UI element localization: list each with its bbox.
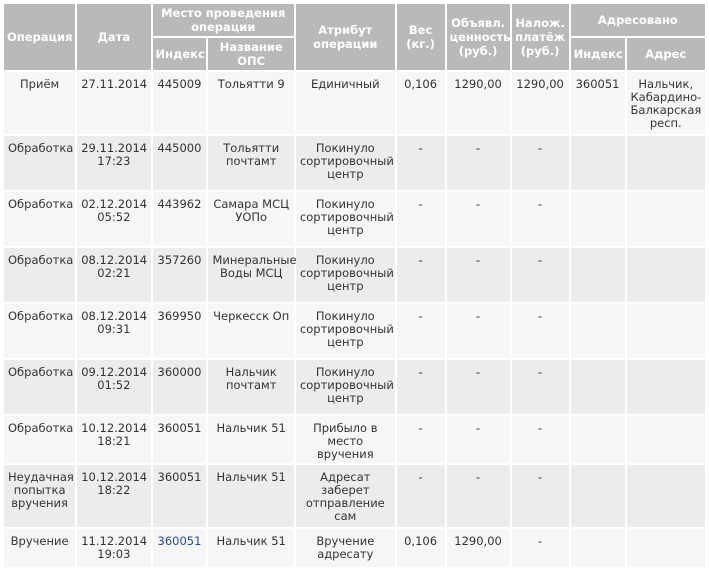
- cell-cod: -: [512, 248, 569, 302]
- cell-addr-index: [571, 465, 625, 527]
- cell-cod: -: [512, 360, 569, 414]
- cell-declared-value: -: [447, 416, 510, 463]
- cell-declared-value: -: [447, 304, 510, 358]
- cell-date-day: 08.12.2014: [81, 253, 148, 267]
- cell-attribute: Покинуло сортировочный центр: [296, 192, 395, 246]
- cell-weight: -: [397, 136, 445, 190]
- cell-cod: -: [512, 465, 569, 527]
- cell-date: [77, 72, 150, 134]
- cell-attribute: Адресат заберет отправление сам: [296, 465, 395, 527]
- tracking-table: [2, 2, 707, 569]
- cell-date: [77, 136, 150, 190]
- cell-attribute: Вручение адресату: [296, 529, 395, 567]
- index-link[interactable]: 360051: [157, 534, 202, 548]
- cell-attribute: Прибыло в место вручения: [296, 416, 395, 463]
- header-place: Место проведения операции: [153, 4, 294, 36]
- cell-ops-name: Самара МСЦ УОПо: [208, 192, 294, 246]
- header-addr-address: Адрес: [627, 38, 705, 70]
- cell-weight: 0,106: [397, 72, 445, 134]
- cell-declared-value: 1290,00: [447, 72, 510, 134]
- table-header: [4, 4, 705, 70]
- cell-date-day: 29.11.2014: [81, 141, 148, 155]
- cell-operation: Вручение: [4, 529, 75, 567]
- cell-addr-address: Нальчик, Кабардино-Балкарская респ.: [627, 72, 705, 134]
- cell-date-day: 02.12.2014: [81, 197, 148, 211]
- cell-declared-value: -: [447, 192, 510, 246]
- cell-addr-index: [571, 304, 625, 358]
- cell-date: [77, 248, 150, 302]
- cell-weight: -: [397, 416, 445, 463]
- cell-addr-address: [627, 416, 705, 463]
- cell-declared-value: -: [447, 465, 510, 527]
- header-ops-name: Название ОПС: [208, 38, 294, 70]
- cell-operation: Приём: [4, 72, 75, 134]
- cell-date-time: 05:52: [97, 210, 131, 224]
- header-addressed: Адресовано: [571, 4, 705, 36]
- table-row: [4, 248, 705, 302]
- header-weight: Вес (кг.): [397, 4, 445, 70]
- cell-date-time: 09:31: [97, 322, 131, 336]
- cell-date-day: 08.12.2014: [81, 309, 148, 323]
- header-cod: Налож. платёж (руб.): [512, 4, 569, 70]
- cell-date: [77, 360, 150, 414]
- table-row: [4, 136, 705, 190]
- cell-date-time: 19:03: [97, 547, 131, 561]
- cell-addr-index: [571, 529, 625, 567]
- cell-index: 360000: [153, 360, 207, 414]
- cell-addr-address: [627, 465, 705, 527]
- cell-addr-index: [571, 416, 625, 463]
- cell-date-day: 11.12.2014: [81, 534, 148, 548]
- cell-addr-address: [627, 304, 705, 358]
- cell-declared-value: 1290,00: [447, 529, 510, 567]
- cell-date-time: 02:21: [97, 266, 131, 280]
- cell-date-time: 01:52: [97, 378, 131, 392]
- cell-addr-address: [627, 248, 705, 302]
- cell-date: [77, 304, 150, 358]
- cell-operation: Обработка: [4, 360, 75, 414]
- cell-attribute: Покинуло сортировочный центр: [296, 304, 395, 358]
- cell-declared-value: -: [447, 360, 510, 414]
- cell-ops-name: Нальчик 51: [208, 529, 294, 567]
- header-date: Дата: [77, 4, 150, 70]
- header-declared-value: Объявл. ценность (руб.): [447, 4, 510, 70]
- table-row: [4, 304, 705, 358]
- cell-attribute: Единичный: [296, 72, 395, 134]
- cell-declared-value: -: [447, 248, 510, 302]
- cell-operation: Неудачная попытка вручения: [4, 465, 75, 527]
- cell-operation: Обработка: [4, 304, 75, 358]
- cell-operation: Обработка: [4, 136, 75, 190]
- cell-date-time: 18:21: [97, 434, 131, 448]
- cell-addr-index: [571, 360, 625, 414]
- cell-operation: Обработка: [4, 192, 75, 246]
- cell-date-time: 17:23: [97, 154, 131, 168]
- header-operation: Операция: [4, 4, 75, 70]
- cell-weight: -: [397, 465, 445, 527]
- cell-addr-address: [627, 360, 705, 414]
- cell-attribute: Покинуло сортировочный центр: [296, 360, 395, 414]
- cell-date: [77, 192, 150, 246]
- table-row: [4, 192, 705, 246]
- cell-cod: -: [512, 529, 569, 567]
- cell-index: 357260: [153, 248, 207, 302]
- cell-weight: -: [397, 304, 445, 358]
- cell-ops-name: Черкесск Оп: [208, 304, 294, 358]
- table-row: [4, 72, 705, 134]
- cell-cod: -: [512, 304, 569, 358]
- cell-declared-value: -: [447, 136, 510, 190]
- cell-addr-index: [571, 136, 625, 190]
- cell-index: 443962: [153, 192, 207, 246]
- cell-date-time: 18:22: [97, 483, 131, 497]
- cell-ops-name: Нальчик почтамт: [208, 360, 294, 414]
- cell-ops-name: Нальчик 51: [208, 416, 294, 463]
- cell-weight: -: [397, 248, 445, 302]
- cell-weight: -: [397, 192, 445, 246]
- header-index: Индекс: [153, 38, 207, 70]
- cell-addr-address: [627, 192, 705, 246]
- cell-index: [153, 529, 207, 567]
- table-body: [4, 72, 705, 567]
- table-row: [4, 465, 705, 527]
- cell-date-day: 09.12.2014: [81, 365, 148, 379]
- table-row: [4, 360, 705, 414]
- cell-date-day: 10.12.2014: [81, 470, 148, 484]
- cell-ops-name: Минеральные Воды МСЦ: [208, 248, 294, 302]
- cell-index: 445009: [153, 72, 207, 134]
- cell-attribute: Покинуло сортировочный центр: [296, 136, 395, 190]
- cell-index: 369950: [153, 304, 207, 358]
- cell-addr-index: 360051: [571, 72, 625, 134]
- cell-cod: -: [512, 192, 569, 246]
- cell-index: 445000: [153, 136, 207, 190]
- header-addr-index: Индекс: [571, 38, 625, 70]
- cell-date-day: 10.12.2014: [81, 421, 148, 435]
- cell-cod: -: [512, 416, 569, 463]
- cell-weight: -: [397, 360, 445, 414]
- cell-index: 360051: [153, 465, 207, 527]
- table-row: [4, 416, 705, 463]
- cell-addr-index: [571, 192, 625, 246]
- cell-ops-name: Тольятти 9: [208, 72, 294, 134]
- table-row: [4, 529, 705, 567]
- cell-ops-name: Нальчик 51: [208, 465, 294, 527]
- cell-date: [77, 416, 150, 463]
- cell-date: [77, 465, 150, 527]
- cell-attribute: Покинуло сортировочный центр: [296, 248, 395, 302]
- cell-ops-name: Тольятти почтамт: [208, 136, 294, 190]
- cell-addr-address: [627, 529, 705, 567]
- cell-date-day: 27.11.2014: [81, 77, 148, 91]
- cell-addr-index: [571, 248, 625, 302]
- cell-cod: -: [512, 136, 569, 190]
- cell-index: 360051: [153, 416, 207, 463]
- cell-date: [77, 529, 150, 567]
- header-attribute: Атрибут операции: [296, 4, 395, 70]
- cell-operation: Обработка: [4, 248, 75, 302]
- cell-cod: 1290,00: [512, 72, 569, 134]
- cell-weight: 0,106: [397, 529, 445, 567]
- cell-addr-address: [627, 136, 705, 190]
- cell-operation: Обработка: [4, 416, 75, 463]
